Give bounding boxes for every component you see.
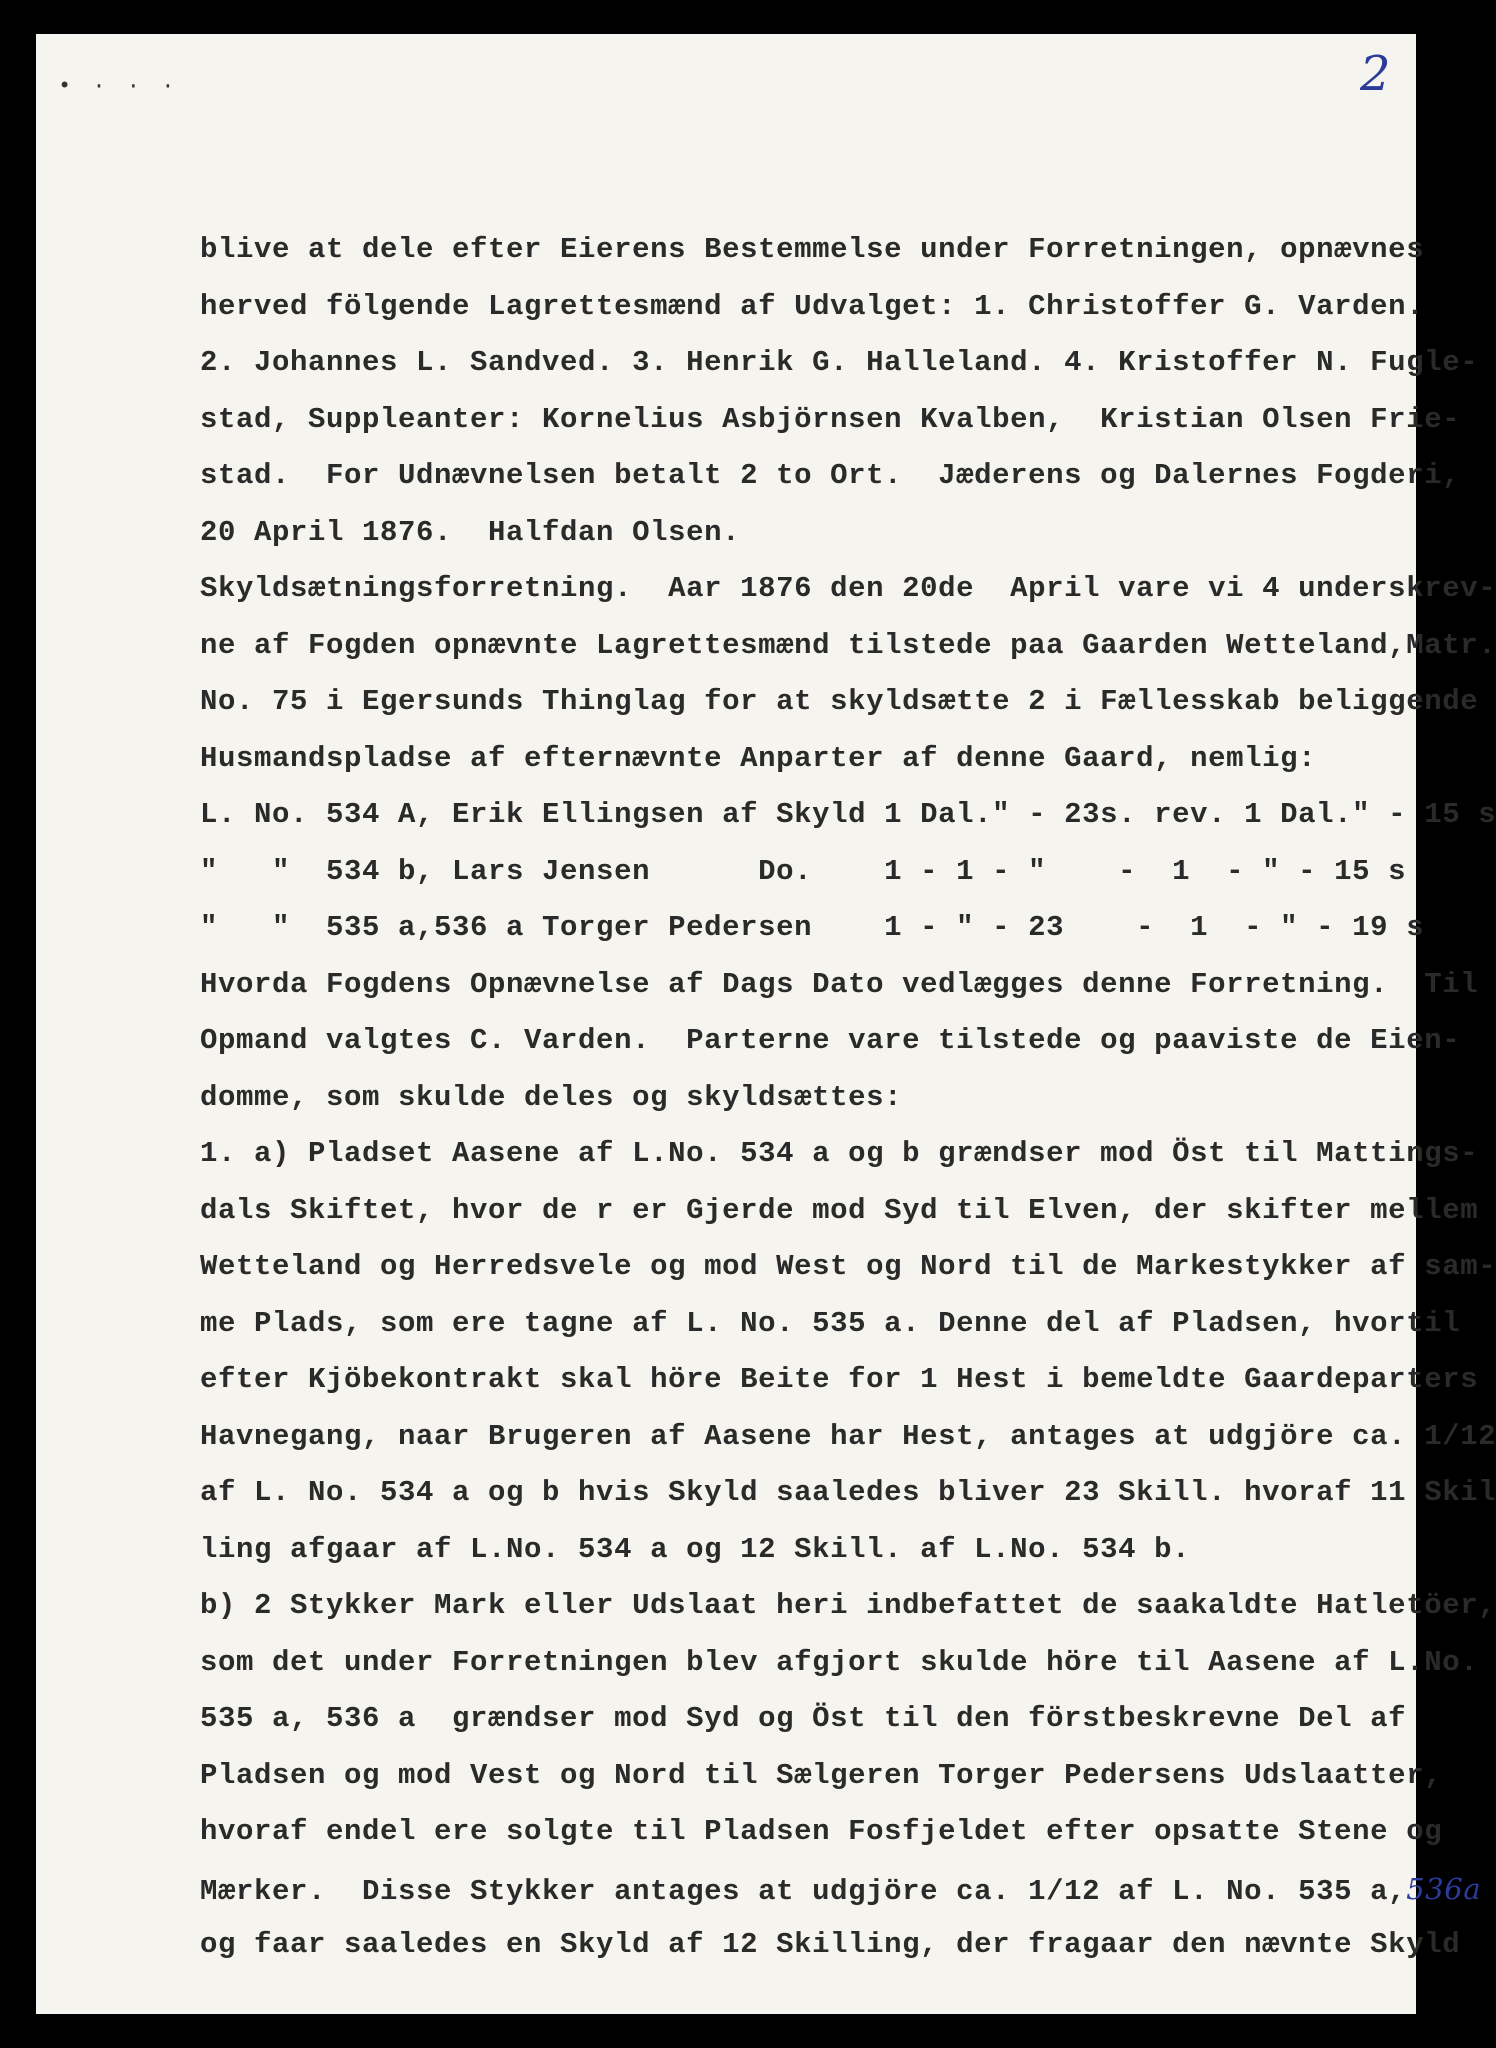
text-line [200,1861,1496,1918]
typewritten-text [200,222,1496,1974]
text-line: Pladsen og mod Vest og Nord til Sælgeren Torger Pedersens Udslaatter, [200,1758,1443,1792]
text-segment: Mærker. Disse Stykker antages at udgjöre ca. 1/12 af L. No. 535 a, [200,1874,1407,1908]
text-line: Havnegang, naar Brugeren af Aasene har Hest, antages at udgjöre ca. 1/12 [200,1419,1496,1453]
table-row: L. No. 534 A, Erik Ellingsen af Skyld 1 Dal." - 23s. rev. 1 Dal." - 15 s [200,798,1496,831]
text-line: herved fölgende Lagrettesmænd af Udvalget: 1. Christoffer G. Varden. [200,289,1425,323]
text-line: me Plads, som ere tagne af L. No. 535 a. Denne del af Pladsen, hvortil [200,1306,1461,1340]
table-row: " " 534 b, Lars Jensen Do. 1 - 1 - " - 1 - " - 15 s [200,854,1407,888]
table-row: " " 535 a,536 a Torger Pedersen 1 - " - 23 - 1 - " - 19 s [200,911,1425,944]
text-line: stad, Suppleanter: Kornelius Asbjörnsen Kvalben, Kristian Olsen Frie- [200,402,1461,436]
corner-marks: • · · · [58,74,179,99]
text-line: b) 2 Stykker Mark eller Udslaat heri indbefattet de saakaldte Hatletöer, [200,1589,1496,1622]
text-line: 1. a) Pladset Aasene af L.No. 534 a og b grændser mod Öst til Mattings- [200,1137,1479,1170]
text-line: No. 75 i Egersunds Thinglag for at skyldsætte 2 i Fællesskab beliggende [200,685,1479,718]
text-line: Wetteland og Herredsvele og mod West og Nord til de Markestykker af sam- [200,1250,1496,1283]
text-line: 535 a, 536 a grændser mod Syd og Öst til den förstbeskrevne Del af [200,1702,1407,1735]
text-line: 2. Johannes L. Sandved. 3. Henrik G. Halleland. 4. Kristoffer N. Fugle- [200,346,1479,379]
text-line: dals Skiftet, hvor de r er Gjerde mod Syd til Elven, der skifter mellem [200,1193,1479,1227]
text-line: og faar saaledes en Skyld af 12 Skilling, der fragaar den nævnte Skyld [200,1928,1461,1961]
text-line: Opmand valgtes C. Varden. Parterne vare tilstede og paaviste de Eien- [200,1024,1461,1057]
text-line: blive at dele efter Eierens Bestemmelse under Forretningen, opnævnes [200,233,1425,266]
text-line: Skyldsætningsforretning. Aar 1876 den 20de April vare vi 4 underskrev- [200,572,1496,605]
text-line: stad. For Udnævnelsen betalt 2 to Ort. Jæderens og Dalernes Fogderi, [200,459,1461,492]
text-line: domme, som skulde deles og skyldsættes: [200,1080,903,1114]
text-line: hvoraf endel ere solgte til Pladsen Fosfjeldet efter opsatte Stene og [200,1815,1443,1848]
document-page [36,34,1496,2014]
text-line: ling afgaar af L.No. 534 a og 12 Skill. af L.No. 534 b. [200,1532,1191,1566]
text-line: som det under Forretningen blev afgjort skulde höre til Aasene af L.No. [200,1645,1479,1679]
text-line: af L. No. 534 a og b hvis Skyld saaledes bliver 23 Skill. hvoraf 11 Skil [200,1476,1496,1509]
text-line: Hvorda Fogdens Opnævnelse af Dags Dato vedlægges denne Forretning. Til [200,967,1479,1001]
text-line: 20 April 1876. Halfdan Olsen. [200,515,741,549]
page-number: 2 [1360,46,1391,102]
handwritten-insertion: 536a [1406,1871,1482,1906]
text-line: efter Kjöbekontrakt skal höre Beite for 1 Hest i bemeldte Gaardeparters [200,1363,1479,1396]
text-line: Husmandspladse af efternævnte Anparter af denne Gaard, nemlig: [200,741,1317,775]
text-line: ne af Fogden opnævnte Lagrettesmænd tilstede paa Gaarden Wetteland,Matr. [200,628,1496,662]
